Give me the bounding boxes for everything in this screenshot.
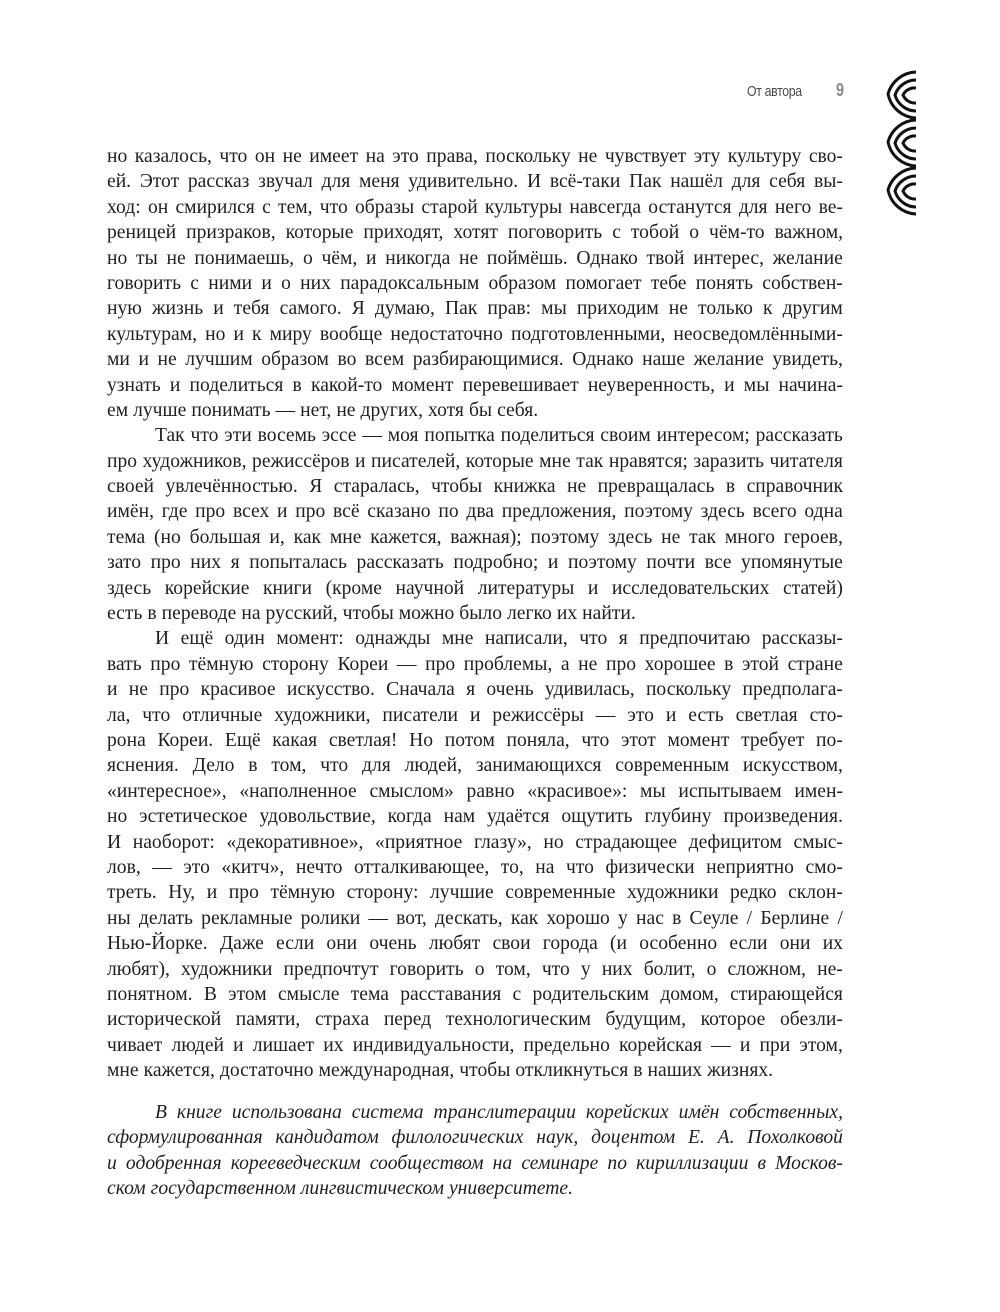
- note-line: ском государственном лингвистическом университете.: [107, 1178, 574, 1200]
- text-line: реницей призраков, которые приходят, хотят поговорить с тобой о чём-то важном,: [107, 222, 843, 244]
- body-text: [107, 144, 843, 1083]
- text-line: рона Кореи. Ещё какая светлая! Но потом поняла, что этот момент требует по-: [107, 729, 843, 751]
- text-line: говорить с ними и о них парадоксальным образом помогает тебе понять собствен-: [107, 272, 843, 294]
- text-line: но казалось, что он не имеет на это права, поскольку не чувствует эту культуру сво-: [107, 146, 843, 167]
- running-header: [700, 80, 850, 104]
- text-line: и не про красивое искусство. Сначала я очень удивилась, поскольку предполага-: [107, 679, 843, 701]
- text-line: тема (но большая и, как мне кажется, важная); поэтому здесь не так много героев,: [107, 526, 843, 548]
- text-line: ную жизнь и тебя самого. Я думаю, Пак прав: мы приходим не только к другим: [107, 298, 843, 320]
- text-line: ла, что отличные художники, писатели и режиссёры — это и есть светлая сто-: [107, 704, 843, 726]
- paragraph: [107, 423, 843, 626]
- text-line: мне кажется, достаточно международная, чтобы откликнуться в наших жизнях.: [107, 1060, 774, 1082]
- text-line: зато про них я попыталась рассказать подробно; и поэтому почти все упомянутые: [107, 552, 843, 574]
- text-line: ны делать рекламные ролики — вот, дескать, как хорошо у нас в Сеуле / Берлине /: [107, 907, 843, 929]
- text-line: яснения. Дело в том, что для людей, занимающихся современным искусством,: [107, 755, 843, 777]
- note-line: и одобренная корееведческим сообществом на семинаре по кириллизации в Москов-: [107, 1152, 843, 1174]
- text-line: И наоборот: «декоративное», «приятное глазу», но страдающее дефицитом смыс-: [107, 831, 843, 853]
- text-line: здесь корейские книги (кроме научной литературы и исследовательских статей): [107, 577, 843, 599]
- note-line: В книге использована система транслитерации корейских имён собственных,: [155, 1102, 843, 1123]
- text-line: любят), художники предпочтут говорить о том, что у них болит, о сложном, не-: [107, 958, 843, 980]
- text-line: культурам, но и к миру вообще недостаточно подготовленными, неосведомлёнными-: [107, 323, 843, 345]
- note-line: сформулированная кандидатом филологических наук, доцентом Е. А. Похолковой: [107, 1127, 843, 1149]
- text-line: ей. Этот рассказ звучал для меня удивительно. И всё-таки Пак нашёл для себя вы-: [107, 171, 843, 193]
- text-line: вать про тёмную сторону Кореи — про проблемы, а не про хорошее в этой стране: [107, 653, 843, 675]
- running-title: От автора: [747, 83, 802, 100]
- text-line: понятном. В этом смысле тема расставания с родительским домом, стирающейся: [107, 983, 843, 1005]
- text-line: но эстетическое удовольствие, когда нам удаётся ощутить глубину произведения.: [107, 806, 843, 828]
- page-number: 9: [836, 80, 844, 100]
- text-line: ем лучше понимать — нет, не других, хотя бы себя.: [107, 399, 539, 421]
- transliteration-note: [107, 1100, 843, 1202]
- text-line: «интересное», «наполненное смыслом» равно «красивое»: мы испытываем имен-: [107, 780, 843, 802]
- wave-scallop-ornament-icon: [882, 70, 922, 220]
- text-line: Так что эти восемь эссе — моя попытка поделиться своим интересом; рассказать: [155, 425, 843, 447]
- text-line: ми и не лучшим образом во всем разбирающимися. Однако наше желание увидеть,: [107, 349, 843, 371]
- paragraph: [107, 626, 843, 1083]
- text-line: имён, где про всех и про всё сказано по два предложения, поэтому здесь всего одна: [107, 501, 843, 523]
- text-line: про художников, режиссёров и писателей, которые мне так нравятся; заразить читателя: [107, 450, 843, 472]
- text-line: И ещё один момент: однажды мне написали, что я предпочитаю рассказы-: [155, 628, 843, 650]
- paragraph: [107, 144, 843, 423]
- text-line: треть. Ну, и про тёмную сторону: лучшие современные художники редко склон-: [107, 882, 843, 904]
- text-line: ход: он смирился с тем, что образы старой культуры навсегда останутся для него ве-: [107, 196, 843, 218]
- text-line: своей увлечённостью. Я старалась, чтобы книжка не превращалась в справочник: [107, 476, 843, 498]
- text-line: есть в переводе на русский, чтобы можно было легко их найти.: [107, 603, 636, 625]
- text-line: лов, — это «китч», нечто отталкивающее, то, на что физически неприятно смо-: [107, 856, 843, 878]
- text-line: узнать и поделиться в какой-то момент перевешивает неуверенность, и мы начина-: [107, 374, 843, 396]
- text-line: но ты не понимаешь, о чём, и никогда не поймёшь. Однако твой интерес, желание: [107, 247, 843, 269]
- text-line: исторической памяти, страха перед технологическим будущим, которое обезли-: [107, 1009, 843, 1031]
- text-line: Нью-Йорке. Даже если они очень любят свои города (и особенно если они их: [107, 933, 843, 955]
- text-line: чивает людей и лишает их индивидуальности, предельно корейская — и при этом,: [107, 1034, 843, 1056]
